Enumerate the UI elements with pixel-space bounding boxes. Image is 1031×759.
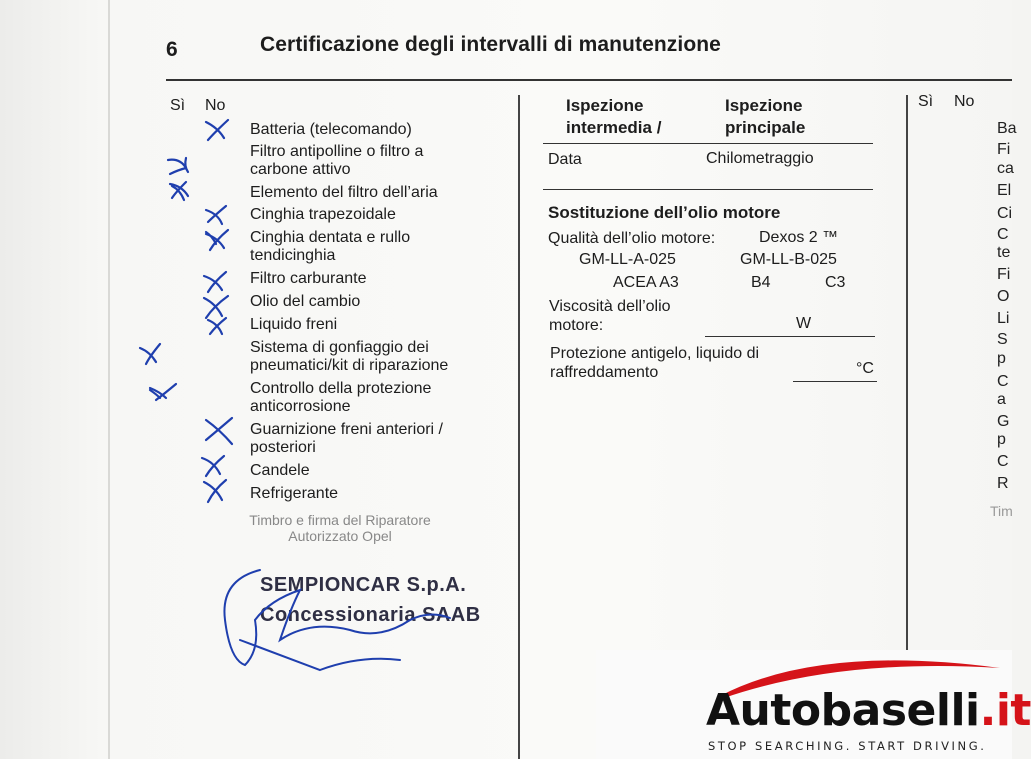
checklist-item-tyre-system-cont: pneumatici/kit di riparazione: [250, 357, 449, 374]
viscosity-label-2: motore:: [549, 317, 604, 334]
right-item: Li: [997, 310, 1010, 327]
oil-spec-b4: B4: [751, 274, 771, 291]
right-item: p: [997, 431, 1006, 448]
stamp-caption-2: Autorizzato Opel: [288, 528, 392, 544]
right-item: Ci: [997, 205, 1013, 222]
right-item: te: [997, 244, 1011, 261]
checklist-item-brake-fluid: Liquido freni: [250, 316, 338, 333]
right-item: Fi: [997, 266, 1011, 283]
header-intermediate-1: Ispezione: [566, 96, 644, 115]
check-mark: [206, 418, 232, 444]
check-mark: [204, 272, 226, 292]
right-item: Ba: [997, 120, 1017, 137]
check-mark: [204, 296, 228, 318]
right-item: ca: [997, 160, 1014, 177]
right-item: p: [997, 350, 1006, 367]
checklist-item-battery: Batteria (telecomando): [250, 121, 412, 138]
check-mark: [206, 230, 228, 250]
antifreeze-rule: [793, 381, 877, 382]
right-footer-partial: Tim: [990, 503, 1013, 519]
stamp-dealer: Concessionaria SAAB: [260, 604, 481, 626]
checklist-item-fuel-filter: Filtro carburante: [250, 270, 367, 287]
column-header-si: Sì: [170, 97, 186, 114]
page-title: Certificazione degli intervalli di manutenzione: [260, 33, 721, 56]
signature: [200, 560, 480, 680]
check-mark: [206, 120, 228, 140]
antifreeze-label: Protezione antigelo, liquido di: [550, 345, 760, 362]
check-mark: [202, 456, 224, 476]
antifreeze-unit: °C: [856, 360, 874, 377]
checklist-item-brake-linings: Guarnizione freni anteriori /: [250, 421, 443, 438]
header-main-2: principale: [725, 118, 806, 137]
checklist-item-brake-linings-cont: posteriori: [250, 439, 316, 456]
checklist-item-timing-belt-cont: tendicinghia: [250, 247, 336, 264]
check-mark: [168, 158, 188, 174]
right-item: S: [997, 331, 1008, 348]
right-item: C: [997, 453, 1009, 470]
header-intermediate-2: intermedia /: [566, 118, 662, 137]
oil-spec-c3: C3: [825, 274, 846, 291]
logo-tld: .it: [979, 685, 1031, 736]
checklist-item-air-filter: Elemento del filtro dell’aria: [250, 184, 438, 201]
header-main-1: Ispezione: [725, 96, 803, 115]
stamp-company: SEMPIONCAR S.p.A.: [260, 574, 467, 596]
viscosity-unit: W: [796, 315, 812, 332]
checklist-item-spark-plugs: Candele: [250, 462, 310, 479]
date-label: Data: [548, 151, 582, 168]
right-item: C: [997, 373, 1009, 390]
right-item: G: [997, 413, 1010, 430]
check-mark: [204, 480, 226, 502]
checklist-item-tyre-system: Sistema di gonfiaggio dei: [250, 339, 429, 356]
checklist-item-coolant: Refrigerante: [250, 485, 339, 502]
column-header-no: No: [205, 97, 226, 114]
right-item: a: [997, 391, 1006, 408]
viscosity-label: Viscosità dell’olio: [549, 298, 671, 315]
checklist-item-corrosion: Controllo della protezione: [250, 380, 432, 397]
right-item: O: [997, 288, 1010, 305]
right-item: Fi: [997, 141, 1011, 158]
watermark-tagline: STOP SEARCHING. START DRIVING.: [708, 739, 987, 753]
right-item: C: [997, 226, 1009, 243]
checklist-item-cabin-filter: Filtro antipolline o filtro a: [250, 143, 424, 160]
right-header-no: No: [954, 93, 975, 110]
checklist-item-v-belt: Cinghia trapezoidale: [250, 206, 396, 223]
oil-spec-acea: ACEA A3: [613, 274, 679, 291]
checklist-item-timing-belt: Cinghia dentata e rullo: [250, 229, 411, 246]
mileage-label: Chilometraggio: [706, 150, 814, 167]
checklist-item-corrosion-cont: anticorrosione: [250, 398, 351, 415]
page-number: 6: [166, 38, 178, 61]
date-rule: [543, 189, 873, 190]
antifreeze-label-2: raffreddamento: [550, 364, 659, 381]
check-mark: [208, 318, 226, 334]
oil-change-title: Sostituzione dell’olio motore: [548, 203, 781, 222]
check-mark: [206, 206, 226, 224]
checklist-item-gearbox-oil: Olio del cambio: [250, 293, 361, 310]
checklist-item-cabin-filter-cont: carbone attivo: [250, 161, 351, 178]
oil-spec-gm-b: GM-LL-B-025: [740, 251, 837, 268]
viscosity-rule: [705, 336, 875, 337]
right-item: R: [997, 475, 1009, 492]
header-rule: [543, 143, 873, 144]
logo-brand: Autobaselli: [706, 685, 980, 736]
oil-dexos: Dexos 2 ™: [759, 229, 839, 246]
check-mark: [140, 344, 160, 364]
oil-spec-gm-a: GM-LL-A-025: [579, 251, 676, 268]
stamp-caption: Timbro e firma del Riparatore: [249, 512, 431, 528]
right-item: El: [997, 182, 1012, 199]
oil-quality-label: Qualità dell’olio motore:: [548, 230, 716, 247]
right-header-si: Sì: [918, 93, 934, 110]
watermark-logo: [706, 685, 1031, 736]
